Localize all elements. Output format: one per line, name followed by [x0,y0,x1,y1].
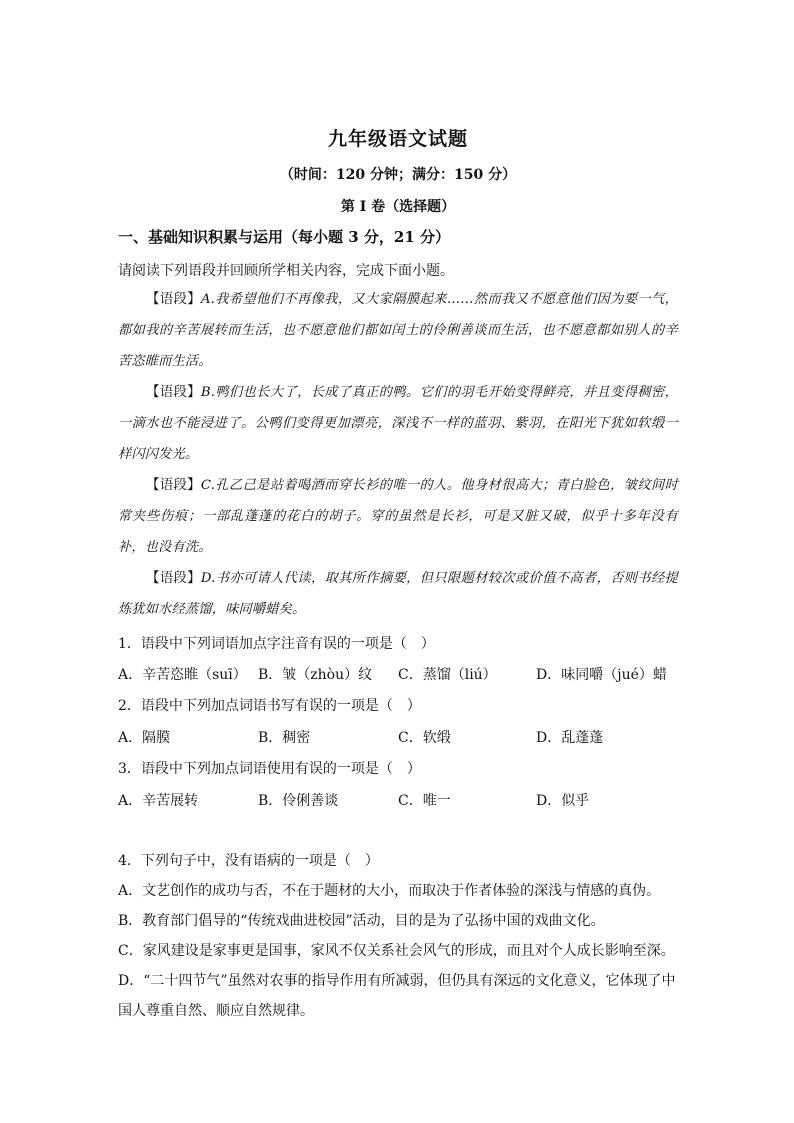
option-b: B．稠密 [258,730,311,746]
option-a: A．辛苦恣睢（suī） [118,667,247,683]
option-d: D．乱蓬蓬 [536,730,604,746]
passage-tag: 【语段】 [146,477,201,493]
part-heading: 第 I 卷（选择题） [340,199,456,215]
question-4 [118,846,678,1026]
passage-tag: 【语段】 [146,291,201,307]
exam-subtitle: （时间：120 分钟；满分：150 分） [279,167,517,183]
question-4-stem: 4．下列句子中，没有语病的一项是（ ） [118,853,379,869]
passage-tag: 【语段】 [146,384,201,400]
option-b: B．皱（zhòu）纹 [258,667,373,683]
question-3-stem: 3．语段中下列加点词语使用有误的一项是（ ） [118,761,421,777]
question-1-stem: 1．语段中下列词语加点字注音有误的一项是（ ） [118,636,435,652]
passage-c [118,470,678,563]
question-2-options [118,727,678,749]
option-a: A．隔膜 [118,730,171,746]
option-d: D．“二十四节气”虽然对农事的指导作用有所减弱，但仍具有深远的文化意义，它体现了中国人尊重自然、顺应自然规律。 [118,973,676,1019]
passage-d [118,563,678,625]
option-d: D．味同嚼（jué）蜡 [536,667,667,683]
section-instruction: 请阅读下列语段并回顾所学相关内容，完成下面小题。 [118,263,454,279]
option-c: C．软缎 [398,730,451,746]
passage-text: C.孔乙己是站着喝酒而穿长衫的唯一的人。他身材很高大；青白脸色，皱纹间时常夹些伤痕；一部乱蓬蓬的花白的胡子。穿的虽然是长衫，可是又脏又破，似乎十多年没有补，也没有洗。 [118,478,678,555]
option-a: A．辛苦展转 [118,793,199,809]
option-d: D．似乎 [536,793,590,809]
option-b: B．教育部门倡导的“传统戏曲进校园”活动，目的是为了弘扬中国的戏曲文化。 [118,913,605,929]
section-heading: 一、基础知识积累与运用（每小题 3 分，21 分） [118,228,450,246]
question-3-options [118,790,678,812]
passage-a [118,284,678,377]
option-a: A．文艺创作的成功与否，不在于题材的大小，而取决于作者体验的深浅与情感的真伪。 [118,883,661,899]
passage-text: D.书亦可请人代读，取其所作摘要，但只限题材较次或价值不高者，否则书经提炼犹如水经蒸馏，味同嚼蜡矣。 [118,571,678,617]
option-c: C．蒸馏（liú） [398,667,497,683]
exam-title: 九年级语文试题 [327,128,468,150]
question-2-stem: 2．语段中下列加点词语书写有误的一项是（ ） [118,698,421,714]
question-1-options [118,664,678,686]
passage-text: B.鸭们也长大了，长成了真正的鸭。它们的羽毛开始变得鲜亮，并且变得稠密，一滴水也不能浸进了。公鸭们变得更加漂亮，深浅不一样的蓝羽、紫羽，在阳光下犹如软缎一样闪闪发光。 [118,385,678,462]
passage-tag: 【语段】 [146,570,201,586]
option-c: C．唯一 [398,793,451,809]
passage-b [118,377,678,470]
option-c: C．家风建设是家事更是国事，家风不仅关系社会风气的形成，而且对个人成长影响至深。 [118,943,675,959]
passage-text: A.我希望他们不再像我，又大家隔膜起来……然而我又不愿意他们因为要一气，都如我的辛苦展转而生活，也不愿意他们都如闰土的伶俐善谈而生活，也不愿意都如别人的辛苦恣睢而生活。 [118,292,679,369]
option-b: B．伶俐善谈 [258,793,339,809]
